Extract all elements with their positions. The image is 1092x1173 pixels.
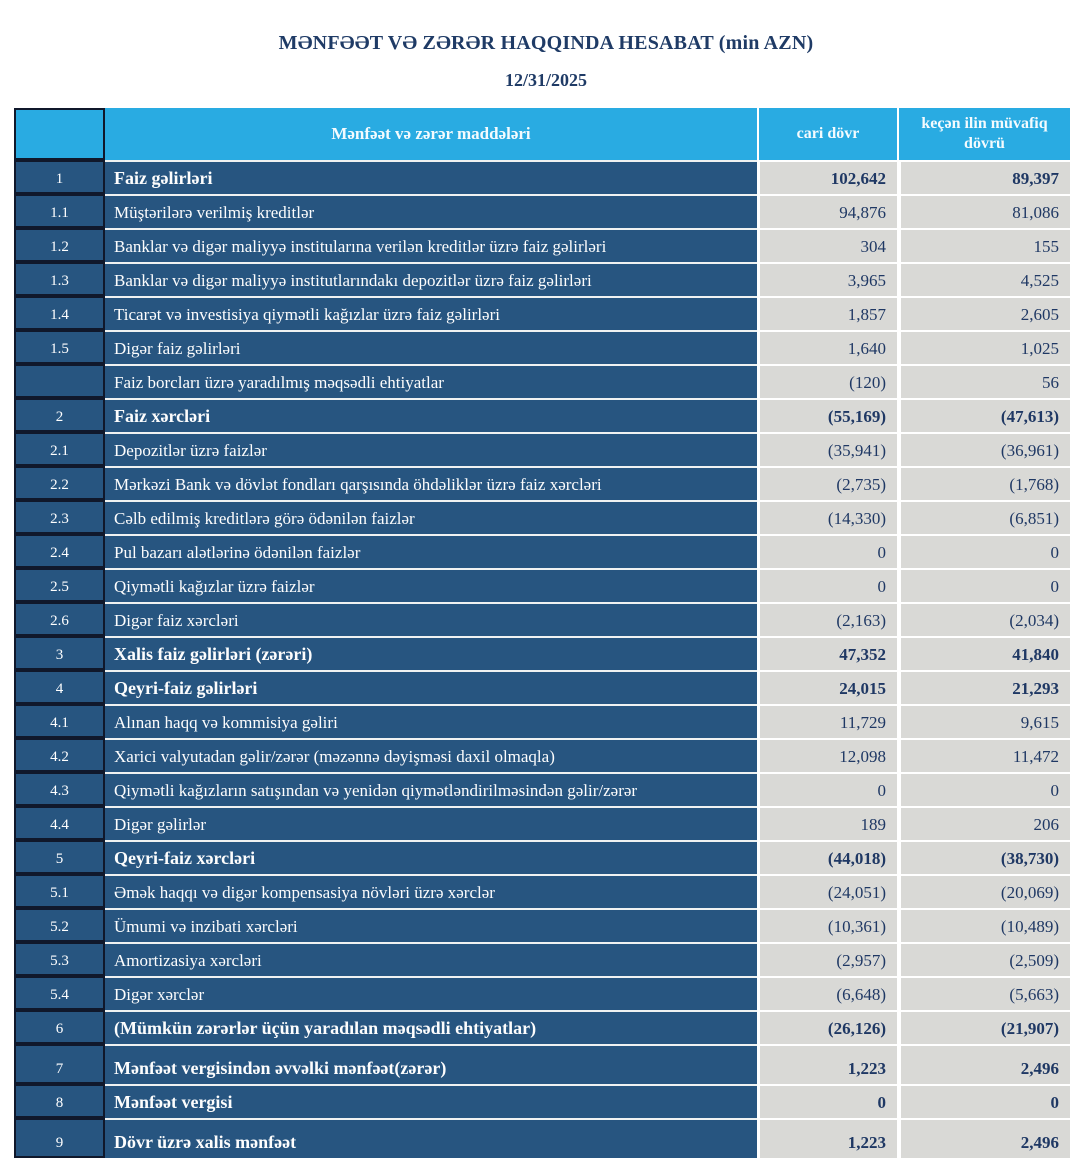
row-number-cell: 4.4 <box>14 806 105 840</box>
row-number-cell: 1.5 <box>14 330 105 364</box>
table-row <box>14 466 1070 500</box>
item-label-cell: Müştərilərə verilmiş kreditlər <box>105 194 757 228</box>
current-value-cell: 12,098 <box>757 738 897 772</box>
row-number-cell: 5 <box>14 840 105 874</box>
row-number-cell: 1.2 <box>14 228 105 262</box>
item-label-cell: Qiymətli kağızların satışından və yenidən qiymətləndirilməsindən gəlir/zərər <box>105 772 757 806</box>
table-row <box>14 874 1070 908</box>
row-number-cell: 2.6 <box>14 602 105 636</box>
row-number-cell: 5.3 <box>14 942 105 976</box>
item-label-cell: Faiz borcları üzrə yaradılmış məqsədli ehtiyatlar <box>105 364 757 398</box>
row-number-cell: 2 <box>14 398 105 432</box>
item-label-cell: Digər faiz xərcləri <box>105 602 757 636</box>
item-label-cell: Mərkəzi Bank və dövlət fondları qarşısında öhdəliklər üzrə faiz xərcləri <box>105 466 757 500</box>
previous-value-cell: (10,489) <box>897 908 1070 942</box>
previous-value-cell: (5,663) <box>897 976 1070 1010</box>
table-row <box>14 636 1070 670</box>
table-row <box>14 364 1070 398</box>
previous-value-cell: (47,613) <box>897 398 1070 432</box>
current-value-cell: 304 <box>757 228 897 262</box>
current-value-cell: 0 <box>757 534 897 568</box>
current-value-cell: 0 <box>757 772 897 806</box>
item-label-cell: Digər faiz gəlirləri <box>105 330 757 364</box>
item-label-cell: Qiymətli kağızlar üzrə faizlər <box>105 568 757 602</box>
item-label-cell: Xarici valyutadan gəlir/zərər (məzənnə dəyişməsi daxil olmaqla) <box>105 738 757 772</box>
table-row <box>14 330 1070 364</box>
previous-value-cell: (36,961) <box>897 432 1070 466</box>
table-row <box>14 908 1070 942</box>
row-number-cell: 2.4 <box>14 534 105 568</box>
previous-value-cell: 206 <box>897 806 1070 840</box>
previous-value-cell: 81,086 <box>897 194 1070 228</box>
previous-value-cell: (20,069) <box>897 874 1070 908</box>
row-number-cell: 9 <box>14 1118 105 1158</box>
row-number-cell: 2.2 <box>14 466 105 500</box>
current-value-cell: 0 <box>757 568 897 602</box>
previous-period-column-header: keçən ilin müvafiq dövrü <box>897 108 1070 160</box>
previous-value-cell: 21,293 <box>897 670 1070 704</box>
row-number-cell: 3 <box>14 636 105 670</box>
item-label-cell: Xalis faiz gəlirləri (zərəri) <box>105 636 757 670</box>
table-row <box>14 1010 1070 1044</box>
item-label-cell: Faiz xərcləri <box>105 398 757 432</box>
item-label-cell: (Mümkün zərərlər üçün yaradılan məqsədli ehtiyatlar) <box>105 1010 757 1044</box>
item-label-cell: Banklar və digər maliyyə institularına verilən kreditlər üzrə faiz gəlirləri <box>105 228 757 262</box>
current-value-cell: 47,352 <box>757 636 897 670</box>
previous-value-cell: (2,034) <box>897 602 1070 636</box>
previous-value-cell: 0 <box>897 534 1070 568</box>
previous-value-cell: 155 <box>897 228 1070 262</box>
row-number-cell: 6 <box>14 1010 105 1044</box>
current-value-cell: 3,965 <box>757 262 897 296</box>
previous-value-cell: 2,496 <box>897 1118 1070 1158</box>
row-number-cell <box>14 364 105 398</box>
row-number-cell: 4.2 <box>14 738 105 772</box>
current-value-cell: 11,729 <box>757 704 897 738</box>
previous-value-cell: 56 <box>897 364 1070 398</box>
item-label-cell: Digər gəlirlər <box>105 806 757 840</box>
previous-value-cell: 4,525 <box>897 262 1070 296</box>
table-row <box>14 738 1070 772</box>
previous-value-cell: 41,840 <box>897 636 1070 670</box>
table-row <box>14 602 1070 636</box>
current-value-cell: 1,640 <box>757 330 897 364</box>
row-number-cell: 1 <box>14 160 105 194</box>
pnl-table <box>14 108 1070 1158</box>
item-label-cell: Dövr üzrə xalis mənfəət <box>105 1118 757 1158</box>
current-value-cell: 102,642 <box>757 160 897 194</box>
current-value-cell: 1,223 <box>757 1118 897 1158</box>
table-row <box>14 296 1070 330</box>
current-value-cell: (10,361) <box>757 908 897 942</box>
item-label-cell: Amortizasiya xərcləri <box>105 942 757 976</box>
corner-header-cell <box>14 108 105 160</box>
table-row <box>14 432 1070 466</box>
item-label-cell: Qeyri-faiz gəlirləri <box>105 670 757 704</box>
table-row <box>14 942 1070 976</box>
table-row <box>14 976 1070 1010</box>
table-row <box>14 840 1070 874</box>
table-row <box>14 772 1070 806</box>
row-number-cell: 1.3 <box>14 262 105 296</box>
row-number-cell: 2.1 <box>14 432 105 466</box>
item-label-cell: Əmək haqqı və digər kompensasiya növləri üzrə xərclər <box>105 874 757 908</box>
previous-value-cell: (21,907) <box>897 1010 1070 1044</box>
table-body <box>14 160 1070 1158</box>
previous-value-cell: 11,472 <box>897 738 1070 772</box>
current-value-cell: (2,163) <box>757 602 897 636</box>
row-number-cell: 1.1 <box>14 194 105 228</box>
item-label-cell: Mənfəət vergisindən əvvəlki mənfəət(zərər) <box>105 1044 757 1084</box>
table-row <box>14 1044 1070 1084</box>
items-column-header: Mənfəət və zərər maddələri <box>105 108 757 160</box>
report-title: MƏNFƏƏT VƏ ZƏRƏR HAQQINDA HESABAT (min AZN) <box>278 32 814 54</box>
previous-value-cell: (1,768) <box>897 466 1070 500</box>
item-label-cell: Pul bazarı alətlərinə ödənilən faizlər <box>105 534 757 568</box>
current-value-cell: 94,876 <box>757 194 897 228</box>
table-row <box>14 398 1070 432</box>
current-period-column-header: cari dövr <box>757 108 897 160</box>
current-value-cell: (2,735) <box>757 466 897 500</box>
previous-value-cell: (6,851) <box>897 500 1070 534</box>
item-label-cell: Digər xərclər <box>105 976 757 1010</box>
previous-value-cell: 9,615 <box>897 704 1070 738</box>
previous-value-cell: 1,025 <box>897 330 1070 364</box>
row-number-cell: 2.5 <box>14 568 105 602</box>
row-number-cell: 5.1 <box>14 874 105 908</box>
current-value-cell: 1,223 <box>757 1044 897 1084</box>
item-label-cell: Banklar və digər maliyyə institutlarındakı depozitlər üzrə faiz gəlirləri <box>105 262 757 296</box>
table-row <box>14 1084 1070 1118</box>
item-label-cell: Ticarət və investisiya qiymətli kağızlar üzrə faiz gəlirləri <box>105 296 757 330</box>
table-row <box>14 534 1070 568</box>
current-value-cell: 189 <box>757 806 897 840</box>
current-value-cell: (14,330) <box>757 500 897 534</box>
table-row <box>14 194 1070 228</box>
table-row <box>14 568 1070 602</box>
report-date: 12/31/2025 <box>504 70 587 90</box>
previous-value-cell: (38,730) <box>897 840 1070 874</box>
current-value-cell: (44,018) <box>757 840 897 874</box>
previous-value-cell: 0 <box>897 772 1070 806</box>
current-value-cell: (35,941) <box>757 432 897 466</box>
current-value-cell: (120) <box>757 364 897 398</box>
table-header-row <box>14 108 1070 160</box>
previous-value-cell: (2,509) <box>897 942 1070 976</box>
item-label-cell: Mənfəət vergisi <box>105 1084 757 1118</box>
row-number-cell: 4.3 <box>14 772 105 806</box>
current-value-cell: (55,169) <box>757 398 897 432</box>
previous-value-cell: 0 <box>897 1084 1070 1118</box>
row-number-cell: 7 <box>14 1044 105 1084</box>
table-row <box>14 228 1070 262</box>
current-value-cell: (2,957) <box>757 942 897 976</box>
row-number-cell: 5.4 <box>14 976 105 1010</box>
row-number-cell: 5.2 <box>14 908 105 942</box>
item-label-cell: Cəlb edilmiş kreditlərə görə ödənilən faizlər <box>105 500 757 534</box>
current-value-cell: (24,051) <box>757 874 897 908</box>
item-label-cell: Qeyri-faiz xərcləri <box>105 840 757 874</box>
table-row <box>14 1118 1070 1158</box>
table-row <box>14 806 1070 840</box>
table-row <box>14 500 1070 534</box>
item-label-cell: Ümumi və inzibati xərcləri <box>105 908 757 942</box>
previous-value-cell: 2,605 <box>897 296 1070 330</box>
row-number-cell: 4.1 <box>14 704 105 738</box>
current-value-cell: 1,857 <box>757 296 897 330</box>
previous-value-cell: 0 <box>897 568 1070 602</box>
table-row <box>14 670 1070 704</box>
current-value-cell: (6,648) <box>757 976 897 1010</box>
item-label-cell: Alınan haqq və kommisiya gəliri <box>105 704 757 738</box>
previous-value-cell: 89,397 <box>897 160 1070 194</box>
row-number-cell: 1.4 <box>14 296 105 330</box>
table-row <box>14 262 1070 296</box>
current-value-cell: 0 <box>757 1084 897 1118</box>
current-value-cell: (26,126) <box>757 1010 897 1044</box>
row-number-cell: 2.3 <box>14 500 105 534</box>
current-value-cell: 24,015 <box>757 670 897 704</box>
previous-value-cell: 2,496 <box>897 1044 1070 1084</box>
table-row <box>14 704 1070 738</box>
item-label-cell: Faiz gəlirləri <box>105 160 757 194</box>
table-row <box>14 160 1070 194</box>
item-label-cell: Depozitlər üzrə faizlər <box>105 432 757 466</box>
row-number-cell: 8 <box>14 1084 105 1118</box>
row-number-cell: 4 <box>14 670 105 704</box>
